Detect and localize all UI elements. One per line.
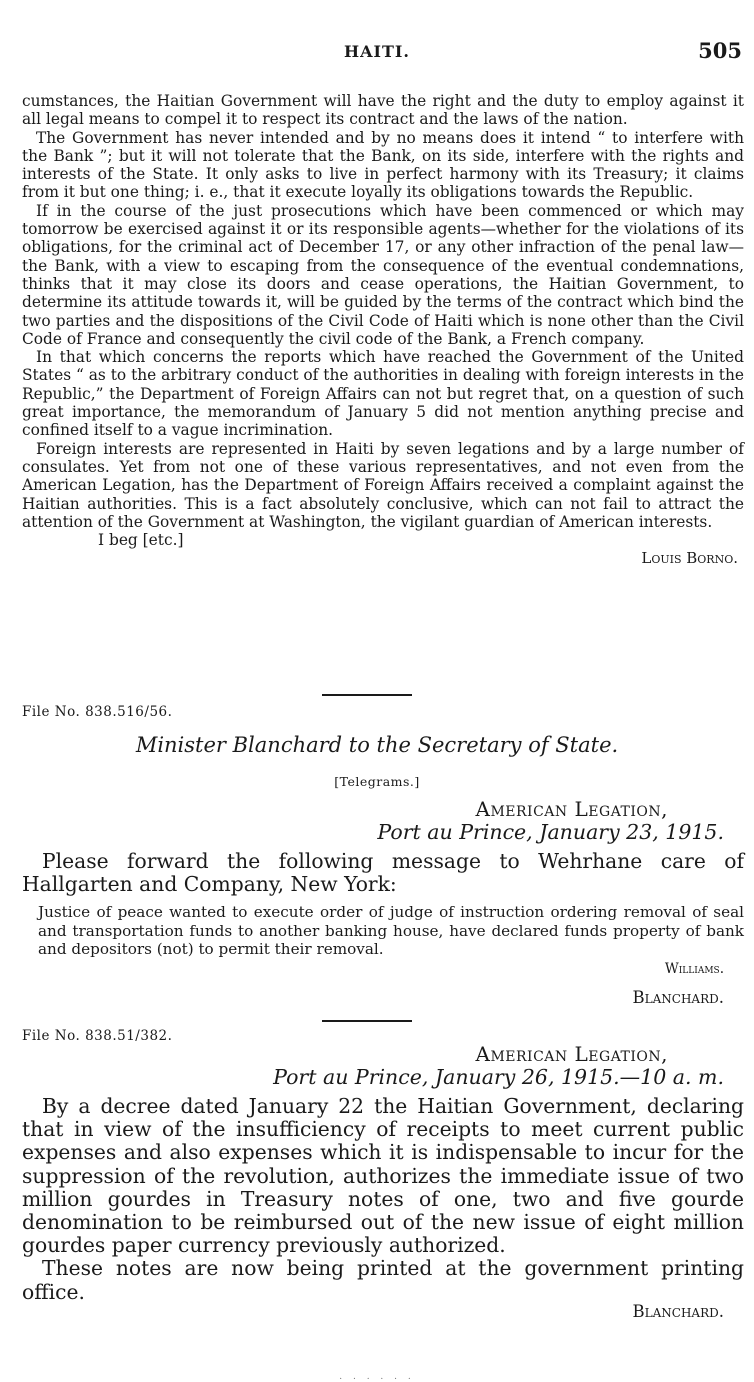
paragraph: Justice of peace wanted to execute order of judge of instruction ordering removal of seal and transportation funds to another banking house, have declared funds property of bank and depositors (not) to permit their removal. [38, 903, 744, 958]
paragraph: If in the course of the just prosecutions which have been commenced or which may tomorrow be exercised against it or its responsible agents—whether for the violations of its obligations, for the criminal act of December 17, or any other infraction of the penal law—the Bank, with a view to escaping from the consequence of the eventual condemnations, thinks that it may close its doors and cease operations, the Haitian Government, to determine its attitude towards it, will be guided by the terms of the contract which bind the two parties and the dispositions of the Civil Code of Haiti which is none other than the Civil Code of France and consequently the civil code of the Bank, a French company. [22, 201, 744, 348]
paragraph: In that which concerns the reports which have reached the Government of the United States “ as to the arbitrary conduct of the authorities in dealing with foreign interests in the Republic,” the Department of Foreign Affairs can not but regret that, on a question of such great importance, the memorandum of January 5 did not mention anything precise and confined itself to a vague incrimination. [22, 348, 744, 440]
paragraph: By a decree dated January 22 the Haitian Government, declaring that in view of the insufficiency of receipts to meet current public expenses and also expenses which it is indispensable to incur for the suppression of the revolution, authorizes the immediate issue of two million gourdes in Treasury notes of one, two and five gourde denomination to be reimbursed out of the new issue of eight million gourdes paper currency previously authorized. [22, 1094, 744, 1258]
bottom-marks: . . . . . . [339, 1372, 415, 1382]
telegram-body [22, 850, 744, 896]
file-number: File No. 838.516/56. [22, 704, 173, 720]
paragraph: The Government has never intended and by no means does it intend “ to interfere with the Bank ”; but it will not tolerate that the Bank, on its side, interfere with the rights and interests of the State. It only asks to live in perfect harmony with its Treasury; it claims from it but one thing; i. e., that it execute loyally its obligations towards the Republic. [22, 128, 744, 202]
signature: Louis Borno. [641, 549, 738, 568]
dateline-place: American Legation, [475, 797, 668, 821]
signature: Blanchard. [632, 1302, 724, 1321]
document-heading: Minister Blanchard to the Secretary of State. [135, 733, 619, 757]
dateline-place: American Legation, [475, 1042, 668, 1066]
dateline-date: Port au Prince, January 23, 1915. [377, 820, 724, 844]
quoted-signature: Williams. [664, 961, 724, 977]
signature: Blanchard. [632, 988, 724, 1007]
telegram-body [22, 1095, 744, 1304]
closing-line: I beg [etc.] [98, 531, 184, 550]
running-title: HAITI. [344, 42, 410, 61]
paragraph: Foreign interests are represented in Haiti by seven legations and by a large number of consulates. Yet from not one of these various representatives, and not even from the American Legation, has the Department of Foreign Affairs received a complaint against the Haitian authorities. This is a fact absolutely conclusive, which can not fail to attract the attention of the Government at Washington, the vigilant guardian of American interests. [22, 439, 744, 531]
quoted-message [38, 903, 744, 959]
page-number: 505 [698, 38, 742, 63]
previous-document-text [22, 92, 744, 568]
section-divider [322, 1020, 412, 1022]
section-divider [322, 694, 412, 696]
telegrams-note: [Telegrams.] [334, 774, 420, 789]
paragraph: These notes are now being printed at the government printing office. [22, 1256, 744, 1304]
file-number: File No. 838.51/382. [22, 1028, 173, 1044]
dateline-date: Port au Prince, January 26, 1915.—10 a. m. [273, 1065, 724, 1089]
paragraph: cumstances, the Haitian Government will have the right and the duty to employ against it all legal means to compel it to respect its contract and the laws of the nation. [22, 92, 744, 129]
paragraph: Please forward the following message to Wehrhane care of Hallgarten and Company, New York: [22, 849, 744, 897]
